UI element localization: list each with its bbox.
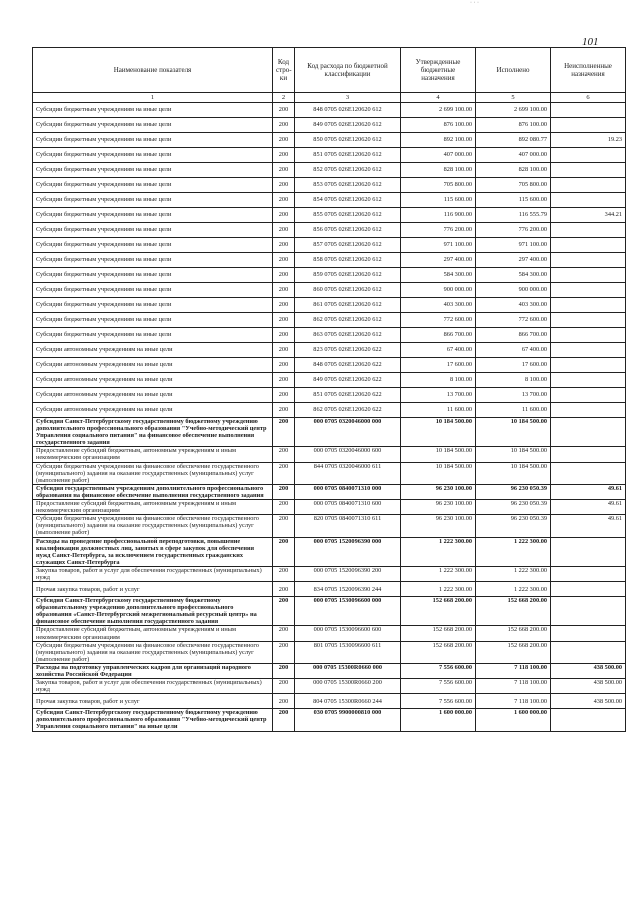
row-approved-amount: 776 200.00 (401, 223, 476, 238)
row-name: Расходы на проведение профессиональной переподготовки, повышение квалификации должностных лиц, занятых в сфере закупок для обеспечения нужд Санкт-Петербурга, за исключением государственных гражданских служащих Санкт-Петербурга (33, 537, 273, 566)
row-kbk-code: 801 0705 1530096600 611 (295, 641, 401, 663)
row-executed-amount: 2 699 100.00 (476, 103, 551, 118)
row-unexecuted-amount (551, 148, 626, 163)
row-name: Субсидии бюджетным учреждениям на иные цели (33, 118, 273, 133)
row-executed-amount: 10 184 500.00 (476, 447, 551, 462)
table-row (33, 694, 626, 709)
column-number: 3 (295, 93, 401, 103)
row-approved-amount: 115 600.00 (401, 193, 476, 208)
row-executed-amount: 900 000.00 (476, 283, 551, 298)
row-unexecuted-amount (551, 343, 626, 358)
table-row (33, 193, 626, 208)
header-row (33, 48, 626, 93)
row-line-code: 200 (273, 418, 295, 447)
row-approved-amount: 900 000.00 (401, 283, 476, 298)
row-name: Расходы на подготовку управленческих кадров для организаций народного хозяйства Российской Федерации (33, 663, 273, 678)
header-line-code: Код стро-ки (273, 48, 295, 93)
row-approved-amount: 152 668 200.00 (401, 641, 476, 663)
table-row (33, 447, 626, 462)
row-executed-amount: 828 100.00 (476, 163, 551, 178)
row-name: Субсидии бюджетным учреждениям на иные цели (33, 328, 273, 343)
row-line-code: 200 (273, 484, 295, 499)
table-row (33, 418, 626, 447)
row-line-code: 200 (273, 462, 295, 484)
row-unexecuted-amount: 49.61 (551, 484, 626, 499)
row-name: Субсидии автономным учреждениям на иные цели (33, 343, 273, 358)
row-line-code: 200 (273, 373, 295, 388)
row-approved-amount: 67 400.00 (401, 343, 476, 358)
row-line-code: 200 (273, 283, 295, 298)
row-approved-amount: 96 230 100.00 (401, 484, 476, 499)
row-executed-amount: 776 200.00 (476, 223, 551, 238)
row-unexecuted-amount (551, 358, 626, 373)
row-kbk-code: 804 0705 15300R0660 244 (295, 694, 401, 709)
column-number: 1 (33, 93, 273, 103)
row-unexecuted-amount (551, 418, 626, 447)
row-line-code: 200 (273, 238, 295, 253)
row-name: Субсидия государственным учреждениям дополнительного профессионального образования на финансовое обеспечение выполнения государственного задания (33, 484, 273, 499)
row-line-code: 200 (273, 388, 295, 403)
table-row (33, 641, 626, 663)
row-kbk-code: 852 0705 026Е120620 612 (295, 163, 401, 178)
row-line-code: 200 (273, 163, 295, 178)
row-executed-amount: 10 184 500.00 (476, 418, 551, 447)
table-row (33, 388, 626, 403)
row-line-code: 200 (273, 268, 295, 283)
row-executed-amount: 297 400.00 (476, 253, 551, 268)
row-executed-amount: 876 100.00 (476, 118, 551, 133)
row-unexecuted-amount (551, 582, 626, 597)
row-kbk-code: 860 0705 026Е120620 612 (295, 283, 401, 298)
row-approved-amount: 8 100.00 (401, 373, 476, 388)
table-row (33, 537, 626, 566)
row-approved-amount: 11 600.00 (401, 403, 476, 418)
row-kbk-code: 834 0705 1520096390 244 (295, 582, 401, 597)
row-name: Субсидии бюджетным учреждениям на иные цели (33, 163, 273, 178)
row-line-code: 200 (273, 515, 295, 537)
row-approved-amount: 13 700.00 (401, 388, 476, 403)
row-approved-amount: 1 600 000.00 (401, 709, 476, 731)
row-name: Субсидии автономным учреждениям на иные цели (33, 373, 273, 388)
row-executed-amount: 7 118 100.00 (476, 663, 551, 678)
row-line-code: 200 (273, 663, 295, 678)
row-approved-amount: 1 222 300.00 (401, 537, 476, 566)
row-kbk-code: 820 0705 0840071310 611 (295, 515, 401, 537)
table-row (33, 298, 626, 313)
row-executed-amount: 13 700.00 (476, 388, 551, 403)
table-row (33, 208, 626, 223)
row-kbk-code: 000 0705 0320046000 600 (295, 447, 401, 462)
row-approved-amount: 10 184 500.00 (401, 462, 476, 484)
row-executed-amount: 772 600.00 (476, 313, 551, 328)
row-kbk-code: 849 0705 026Е120620 622 (295, 373, 401, 388)
row-approved-amount: 892 100.00 (401, 133, 476, 148)
row-unexecuted-amount (551, 163, 626, 178)
row-line-code: 200 (273, 118, 295, 133)
row-line-code: 200 (273, 626, 295, 641)
table-row (33, 238, 626, 253)
row-name: Субсидия Санкт-Петербургскому государственному бюджетному учреждению дополнительного профессионального образования "Учебно-методический центр Управления социального питания" на финансовое обеспечение выполнения государственного задания (33, 418, 273, 447)
row-approved-amount: 584 300.00 (401, 268, 476, 283)
row-name: Субсидии бюджетным учреждениям на иные цели (33, 238, 273, 253)
row-executed-amount: 403 300.00 (476, 298, 551, 313)
table-row (33, 709, 626, 731)
row-unexecuted-amount (551, 178, 626, 193)
expenditure-report-table (32, 47, 626, 732)
row-name: Субсидии автономным учреждениям на иные цели (33, 403, 273, 418)
row-name: Прочая закупка товаров, работ и услуг (33, 582, 273, 597)
row-line-code: 200 (273, 208, 295, 223)
row-kbk-code: 853 0705 026Е120620 612 (295, 178, 401, 193)
row-name: Субсидии бюджетным учреждениям на финансовое обеспечение государственного (муниципального) задания на оказание государственных (муниципальных) услуг (выполнение работ) (33, 641, 273, 663)
row-unexecuted-amount (551, 238, 626, 253)
row-executed-amount: 152 668 200.00 (476, 597, 551, 626)
row-line-code: 200 (273, 253, 295, 268)
row-unexecuted-amount (551, 626, 626, 641)
row-kbk-code: 000 0705 0840071310 000 (295, 484, 401, 499)
table-row (33, 358, 626, 373)
row-unexecuted-amount (551, 537, 626, 566)
row-executed-amount: 705 800.00 (476, 178, 551, 193)
row-name: Субсидии бюджетным учреждениям на иные цели (33, 223, 273, 238)
row-line-code: 200 (273, 148, 295, 163)
row-name: Субсидии бюджетным учреждениям на финансовое обеспечение государственного (муниципального) задания на оказание государственных (муниципальных) услуг (выполнение работ) (33, 462, 273, 484)
column-number-row (33, 93, 626, 103)
row-unexecuted-amount (551, 709, 626, 731)
table-row (33, 597, 626, 626)
row-executed-amount: 96 230 050.39 (476, 484, 551, 499)
row-approved-amount: 772 600.00 (401, 313, 476, 328)
table-row (33, 582, 626, 597)
row-name: Субсидии бюджетным учреждениям на иные цели (33, 253, 273, 268)
row-kbk-code: 861 0705 026Е120620 612 (295, 298, 401, 313)
row-unexecuted-amount (551, 447, 626, 462)
table-body (33, 103, 626, 732)
page-number: 101 (582, 36, 599, 48)
row-line-code: 200 (273, 709, 295, 731)
row-kbk-code: 863 0705 026Е120620 612 (295, 328, 401, 343)
row-kbk-code: 855 0705 026Е120620 612 (295, 208, 401, 223)
header-name: Наименование показателя (33, 48, 273, 93)
row-kbk-code: 848 0705 026Е120620 622 (295, 358, 401, 373)
row-line-code: 200 (273, 133, 295, 148)
row-kbk-code: 823 0705 026Е120620 622 (295, 343, 401, 358)
row-line-code: 200 (273, 566, 295, 581)
row-unexecuted-amount (551, 403, 626, 418)
row-kbk-code: 857 0705 026Е120620 612 (295, 238, 401, 253)
row-unexecuted-amount (551, 373, 626, 388)
row-approved-amount: 96 230 100.00 (401, 500, 476, 515)
row-executed-amount: 7 118 100.00 (476, 679, 551, 694)
column-number: 4 (401, 93, 476, 103)
row-kbk-code: 848 0705 026Е120620 612 (295, 103, 401, 118)
row-kbk-code: 844 0705 0320046000 611 (295, 462, 401, 484)
row-name: Субсидии бюджетным учреждениям на иные цели (33, 148, 273, 163)
row-kbk-code: 000 0705 1530096600 600 (295, 626, 401, 641)
row-name: Субсидии бюджетным учреждениям на иные цели (33, 193, 273, 208)
row-executed-amount: 8 100.00 (476, 373, 551, 388)
row-kbk-code: 030 0705 9900000810 000 (295, 709, 401, 731)
row-executed-amount: 11 600.00 (476, 403, 551, 418)
row-unexecuted-amount (551, 388, 626, 403)
row-unexecuted-amount (551, 641, 626, 663)
row-unexecuted-amount: 438 500.00 (551, 679, 626, 694)
row-unexecuted-amount (551, 328, 626, 343)
row-name: Субсидии бюджетным учреждениям на иные цели (33, 133, 273, 148)
row-kbk-code: 850 0705 026Е120620 612 (295, 133, 401, 148)
row-executed-amount: 115 600.00 (476, 193, 551, 208)
row-executed-amount: 892 080.77 (476, 133, 551, 148)
row-name: Прочая закупка товаров, работ и услуг (33, 694, 273, 709)
table-row (33, 626, 626, 641)
row-line-code: 200 (273, 500, 295, 515)
row-line-code: 200 (273, 537, 295, 566)
row-unexecuted-amount: 344.21 (551, 208, 626, 223)
row-unexecuted-amount (551, 313, 626, 328)
row-line-code: 200 (273, 193, 295, 208)
row-approved-amount: 828 100.00 (401, 163, 476, 178)
table-row (33, 283, 626, 298)
column-number: 5 (476, 93, 551, 103)
row-unexecuted-amount (551, 118, 626, 133)
row-kbk-code: 000 0705 15300R0660 000 (295, 663, 401, 678)
row-approved-amount: 152 668 200.00 (401, 597, 476, 626)
table-row (33, 148, 626, 163)
table-row (33, 103, 626, 118)
table-row (33, 223, 626, 238)
row-line-code: 200 (273, 582, 295, 597)
row-kbk-code: 000 0705 0320046000 000 (295, 418, 401, 447)
row-approved-amount: 705 800.00 (401, 178, 476, 193)
row-approved-amount: 10 184 500.00 (401, 418, 476, 447)
row-approved-amount: 7 556 600.00 (401, 663, 476, 678)
row-executed-amount: 116 555.79 (476, 208, 551, 223)
column-number: 6 (551, 93, 626, 103)
table-row (33, 178, 626, 193)
row-executed-amount: 96 230 050.39 (476, 500, 551, 515)
row-unexecuted-amount (551, 253, 626, 268)
table-row (33, 515, 626, 537)
column-number: 2 (273, 93, 295, 103)
header-approved: Утвержденные бюджетные назначения (401, 48, 476, 93)
table-row (33, 373, 626, 388)
row-executed-amount: 584 300.00 (476, 268, 551, 283)
row-approved-amount: 7 556 600.00 (401, 694, 476, 709)
row-unexecuted-amount (551, 268, 626, 283)
row-unexecuted-amount: 438 500.00 (551, 694, 626, 709)
row-approved-amount: 2 699 100.00 (401, 103, 476, 118)
row-approved-amount: 297 400.00 (401, 253, 476, 268)
row-executed-amount: 7 118 100.00 (476, 694, 551, 709)
row-unexecuted-amount: 19.23 (551, 133, 626, 148)
row-line-code: 200 (273, 403, 295, 418)
row-approved-amount: 116 900.00 (401, 208, 476, 223)
row-kbk-code: 000 0705 1530096600 000 (295, 597, 401, 626)
row-line-code: 200 (273, 343, 295, 358)
row-line-code: 200 (273, 313, 295, 328)
row-line-code: 200 (273, 103, 295, 118)
row-line-code: 200 (273, 298, 295, 313)
row-approved-amount: 1 222 300.00 (401, 566, 476, 581)
row-name: Предоставление субсидий бюджетным, автономным учреждениям и иным некоммерческим организациям (33, 447, 273, 462)
row-kbk-code: 849 0705 026Е120620 612 (295, 118, 401, 133)
row-executed-amount: 866 700.00 (476, 328, 551, 343)
row-name: Закупка товаров, работ и услуг для обеспечения государственных (муниципальных) нужд (33, 679, 273, 694)
row-approved-amount: 152 668 200.00 (401, 626, 476, 641)
row-executed-amount: 10 184 500.00 (476, 462, 551, 484)
row-line-code: 200 (273, 447, 295, 462)
row-name: Субсидии бюджетным учреждениям на иные цели (33, 103, 273, 118)
row-executed-amount: 1 222 300.00 (476, 537, 551, 566)
row-approved-amount: 17 600.00 (401, 358, 476, 373)
row-unexecuted-amount (551, 566, 626, 581)
row-line-code: 200 (273, 679, 295, 694)
row-kbk-code: 851 0705 026Е120620 612 (295, 148, 401, 163)
row-approved-amount: 866 700.00 (401, 328, 476, 343)
table-row (33, 403, 626, 418)
row-name: Субсидии бюджетным учреждениям на финансовое обеспечение государственного (муниципального) задания на оказание государственных (муниципальных) услуг (выполнение работ) (33, 515, 273, 537)
row-kbk-code: 000 0705 1520096390 000 (295, 537, 401, 566)
row-unexecuted-amount: 438 500.00 (551, 663, 626, 678)
row-kbk-code: 859 0705 026Е120620 612 (295, 268, 401, 283)
row-approved-amount: 407 000.00 (401, 148, 476, 163)
row-unexecuted-amount: 49.61 (551, 515, 626, 537)
row-line-code: 200 (273, 223, 295, 238)
row-kbk-code: 851 0705 026Е120620 622 (295, 388, 401, 403)
table-row (33, 268, 626, 283)
row-line-code: 200 (273, 694, 295, 709)
row-kbk-code: 854 0705 026Е120620 612 (295, 193, 401, 208)
row-unexecuted-amount (551, 462, 626, 484)
row-line-code: 200 (273, 178, 295, 193)
table-row (33, 133, 626, 148)
header-executed: Исполнено (476, 48, 551, 93)
row-name: Предоставление субсидий бюджетным, автономным учреждениям и иным некоммерческим организациям (33, 500, 273, 515)
table-row (33, 343, 626, 358)
row-approved-amount: 7 556 600.00 (401, 679, 476, 694)
row-executed-amount: 971 100.00 (476, 238, 551, 253)
table-row (33, 253, 626, 268)
row-name: Субсидия Санкт-Петербургскому государственному бюджетному образовательному учреждению дополнительного профессионального образования «Санкт-Петербургский межрегиональный ресурсный центр» на финансовое обеспечение выполнения государственного задания (33, 597, 273, 626)
scan-top-mark: · · · (470, 0, 479, 6)
row-name: Субсидии бюджетным учреждениям на иные цели (33, 298, 273, 313)
row-name: Субсидии бюджетным учреждениям на иные цели (33, 283, 273, 298)
row-kbk-code: 000 0705 0840071310 600 (295, 500, 401, 515)
row-unexecuted-amount (551, 283, 626, 298)
row-kbk-code: 000 0705 1520096390 200 (295, 566, 401, 581)
row-unexecuted-amount (551, 298, 626, 313)
row-line-code: 200 (273, 641, 295, 663)
row-line-code: 200 (273, 358, 295, 373)
table-row (33, 663, 626, 678)
table-row (33, 462, 626, 484)
row-approved-amount: 403 300.00 (401, 298, 476, 313)
row-approved-amount: 971 100.00 (401, 238, 476, 253)
header-kbk: Код расхода по бюджетной классификации (295, 48, 401, 93)
row-line-code: 200 (273, 597, 295, 626)
row-executed-amount: 1 222 300.00 (476, 582, 551, 597)
row-kbk-code: 862 0705 026Е120620 612 (295, 313, 401, 328)
row-name: Субсидии бюджетным учреждениям на иные цели (33, 268, 273, 283)
row-executed-amount: 407 000.00 (476, 148, 551, 163)
row-kbk-code: 000 0705 15300R0660 200 (295, 679, 401, 694)
row-executed-amount: 152 668 200.00 (476, 641, 551, 663)
header-unexecuted: Неисполненные назначения (551, 48, 626, 93)
row-approved-amount: 10 184 500.00 (401, 447, 476, 462)
row-kbk-code: 862 0705 026Е120620 622 (295, 403, 401, 418)
row-approved-amount: 1 222 300.00 (401, 582, 476, 597)
table-row (33, 163, 626, 178)
table-row (33, 500, 626, 515)
row-unexecuted-amount (551, 193, 626, 208)
row-executed-amount: 96 230 050.39 (476, 515, 551, 537)
row-name: Субсидии автономным учреждениям на иные цели (33, 388, 273, 403)
table-row (33, 313, 626, 328)
row-approved-amount: 96 230 100.00 (401, 515, 476, 537)
row-executed-amount: 17 600.00 (476, 358, 551, 373)
row-unexecuted-amount (551, 597, 626, 626)
row-name: Субсидия Санкт-Петербургскому государственному бюджетному учреждению дополнительного профессионального образования "Учебно-методический центр Управления социального питания" на иные цели (33, 709, 273, 731)
row-executed-amount: 1 222 300.00 (476, 566, 551, 581)
row-executed-amount: 1 600 000.00 (476, 709, 551, 731)
row-kbk-code: 856 0705 026Е120620 612 (295, 223, 401, 238)
row-unexecuted-amount: 49.61 (551, 500, 626, 515)
row-line-code: 200 (273, 328, 295, 343)
row-executed-amount: 67 400.00 (476, 343, 551, 358)
row-approved-amount: 876 100.00 (401, 118, 476, 133)
row-name: Предоставление субсидий бюджетным, автономным учреждениям и иным некоммерческим организациям (33, 626, 273, 641)
row-kbk-code: 858 0705 026Е120620 612 (295, 253, 401, 268)
row-unexecuted-amount (551, 103, 626, 118)
table-row (33, 328, 626, 343)
row-name: Субсидии бюджетным учреждениям на иные цели (33, 313, 273, 328)
row-unexecuted-amount (551, 223, 626, 238)
table-row (33, 679, 626, 694)
table-row (33, 484, 626, 499)
table-row (33, 566, 626, 581)
row-name: Субсидии автономным учреждениям на иные цели (33, 358, 273, 373)
row-name: Закупка товаров, работ и услуг для обеспечения государственных (муниципальных) нужд (33, 566, 273, 581)
row-name: Субсидии бюджетным учреждениям на иные цели (33, 208, 273, 223)
row-executed-amount: 152 668 200.00 (476, 626, 551, 641)
row-name: Субсидии бюджетным учреждениям на иные цели (33, 178, 273, 193)
table-row (33, 118, 626, 133)
